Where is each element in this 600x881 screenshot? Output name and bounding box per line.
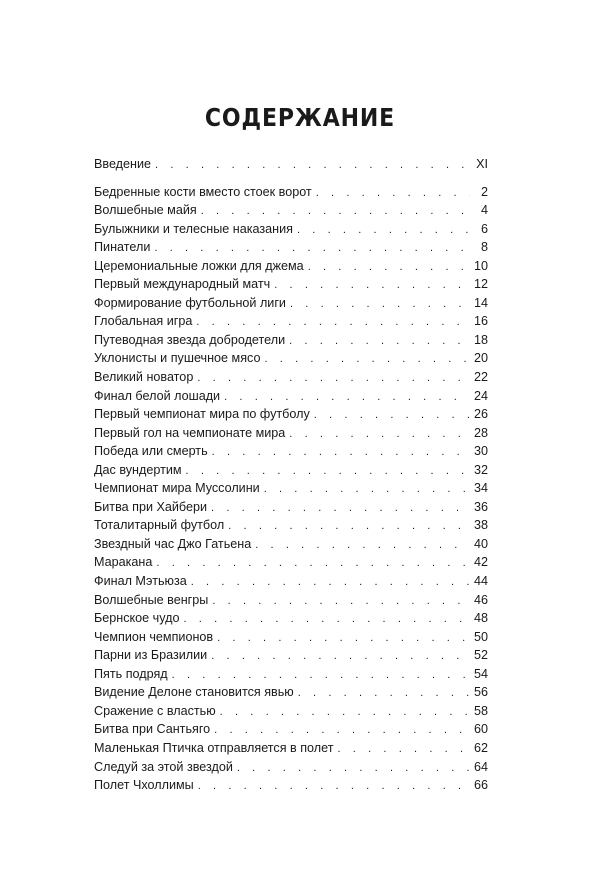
toc-entry[interactable] — [94, 220, 488, 239]
dot-leader — [214, 721, 470, 740]
toc-entry-title: Бедренные кости вместо стоек ворот — [94, 184, 312, 199]
toc-entry-title: Тоталитарный футбол — [94, 518, 225, 533]
toc-page-number: 6 — [480, 221, 488, 236]
dot-leader — [237, 759, 470, 778]
toc-entry-title: Следуй за этой звездой — [94, 759, 233, 774]
toc-entry[interactable] — [94, 665, 488, 684]
toc-entry[interactable] — [94, 776, 488, 795]
dot-leader — [196, 313, 470, 332]
toc-entry[interactable] — [94, 349, 488, 368]
toc-page-number: 22 — [473, 370, 488, 385]
table-of-contents — [94, 155, 488, 795]
dot-leader — [297, 221, 470, 240]
toc-page-number: 38 — [473, 518, 488, 533]
toc-entry[interactable] — [94, 183, 488, 202]
dot-leader — [289, 332, 470, 351]
toc-page-number: 26 — [473, 407, 488, 422]
toc-entry-title: Финал белой лошади — [94, 388, 221, 403]
toc-entry-title: Первый гол на чемпионате мира — [94, 425, 286, 440]
toc-page-number: 46 — [473, 592, 488, 607]
toc-entry[interactable] — [94, 516, 488, 535]
toc-entry[interactable] — [94, 758, 488, 777]
toc-entry[interactable] — [94, 405, 488, 424]
toc-entry-title: Пинатели — [94, 240, 151, 255]
toc-page-number: 40 — [473, 536, 488, 551]
dot-leader — [191, 573, 470, 592]
toc-page-number: 50 — [473, 629, 488, 644]
dot-leader — [212, 443, 470, 462]
toc-entry-title: Великий новатор — [94, 370, 194, 385]
toc-entry[interactable] — [94, 591, 488, 610]
dot-leader — [264, 480, 470, 499]
toc-page-number: 16 — [473, 314, 488, 329]
dot-leader — [197, 369, 470, 388]
toc-entry-title: Видение Делоне становится явью — [94, 685, 294, 700]
toc-entry[interactable] — [94, 646, 488, 665]
toc-entry-title: Церемониальные ложки для джема — [94, 258, 304, 273]
toc-page-number: 48 — [473, 611, 488, 626]
toc-entry-title: Введение — [94, 157, 152, 171]
toc-page-number: 32 — [473, 462, 488, 477]
toc-entry[interactable] — [94, 720, 488, 739]
toc-entry-title: Победа или смерть — [94, 444, 208, 459]
toc-entry-title: Финал Мэтьюза — [94, 574, 187, 589]
dot-leader — [156, 554, 470, 573]
toc-page-number: 14 — [473, 295, 488, 310]
toc-page-number: 24 — [473, 388, 488, 403]
dot-leader — [290, 295, 470, 314]
dot-leader — [308, 258, 470, 277]
dot-leader — [154, 239, 470, 258]
toc-entry[interactable] — [94, 498, 488, 517]
toc-page-number: 28 — [473, 425, 488, 440]
toc-entry[interactable] — [94, 387, 488, 406]
toc-entry-title: Звездный час Джо Гатьена — [94, 536, 252, 551]
dot-leader — [172, 666, 470, 685]
toc-entry[interactable] — [94, 312, 488, 331]
toc-page-number: 36 — [473, 499, 488, 514]
toc-page-number: XI — [476, 157, 488, 171]
toc-entry-title: Парни из Бразилии — [94, 648, 208, 663]
toc-entry[interactable] — [94, 442, 488, 461]
toc-page-number: 58 — [473, 703, 488, 718]
dot-leader — [264, 350, 470, 369]
toc-entry-title: Пять подряд — [94, 666, 168, 681]
toc-entry-title: Уклонисты и пушечное мясо — [94, 351, 261, 366]
toc-page-number: 62 — [473, 740, 488, 755]
toc-entry[interactable] — [94, 702, 488, 721]
toc-page-number: 4 — [480, 203, 488, 218]
toc-entry-title: Булыжники и телесные наказания — [94, 221, 293, 236]
dot-leader — [211, 499, 470, 518]
toc-page-number: 2 — [480, 184, 488, 199]
dot-leader — [155, 156, 470, 175]
dot-leader — [211, 647, 470, 666]
toc-page-number: 10 — [473, 258, 488, 273]
dot-leader — [183, 610, 470, 629]
toc-entry[interactable] — [94, 572, 488, 591]
dot-leader — [186, 462, 470, 481]
toc-entry[interactable] — [94, 257, 488, 276]
toc-entry-title: Путеводная звезда добродетели — [94, 332, 286, 347]
toc-page-number: 42 — [473, 555, 488, 570]
toc-page-number: 20 — [473, 351, 488, 366]
dot-leader — [224, 388, 470, 407]
dot-leader — [217, 629, 470, 648]
toc-entry-title: Волшебные майя — [94, 203, 197, 218]
toc-entry-title: Полет Чхоллимы — [94, 778, 194, 793]
toc-entry-title: Битва при Хайбери — [94, 499, 208, 514]
dot-leader — [337, 740, 470, 759]
toc-page-number: 54 — [473, 666, 488, 681]
dot-leader — [198, 777, 470, 796]
toc-page-number: 30 — [473, 444, 488, 459]
toc-page-number: 52 — [473, 648, 488, 663]
dot-leader — [212, 592, 470, 611]
toc-entry[interactable] — [94, 294, 488, 313]
toc-entry[interactable] — [94, 739, 488, 758]
toc-entry-title: Волшебные венгры — [94, 592, 209, 607]
toc-entry-title: Сражение с властью — [94, 703, 216, 718]
toc-entry-title: Дас вундертим — [94, 462, 182, 477]
toc-page-number: 56 — [473, 685, 488, 700]
dot-leader — [316, 184, 470, 203]
toc-entry-title: Формирование футбольной лиги — [94, 295, 286, 310]
dot-leader — [255, 536, 470, 555]
toc-entry[interactable] — [94, 683, 488, 702]
toc-entry-title: Чемпион чемпионов — [94, 629, 214, 644]
toc-entry-title: Глобальная игра — [94, 314, 193, 329]
toc-page-number: 18 — [473, 332, 488, 347]
dot-leader — [298, 684, 470, 703]
toc-entry-title: Бернское чудо — [94, 611, 180, 626]
toc-entry[interactable] — [94, 609, 488, 628]
toc-entry[interactable] — [94, 479, 488, 498]
toc-entry[interactable] — [94, 368, 488, 387]
dot-leader — [289, 425, 470, 444]
toc-entry[interactable] — [94, 535, 488, 554]
toc-entry[interactable] — [94, 155, 488, 174]
toc-page-number: 34 — [473, 481, 488, 496]
toc-entry-title: Маленькая Птичка отправляется в полет — [94, 740, 334, 755]
toc-entry[interactable] — [94, 238, 488, 257]
dot-leader — [220, 703, 470, 722]
toc-page-number: 60 — [473, 722, 488, 737]
toc-entry-title: Битва при Сантьяго — [94, 722, 211, 737]
toc-entry[interactable] — [94, 275, 488, 294]
toc-entry[interactable] — [94, 461, 488, 480]
dot-leader — [228, 517, 470, 536]
dot-leader — [201, 202, 470, 221]
toc-entry-title: Первый чемпионат мира по футболу — [94, 407, 310, 422]
toc-page-number: 12 — [473, 277, 488, 292]
dot-leader — [314, 406, 470, 425]
toc-page-number: 44 — [473, 574, 488, 589]
toc-entry-title: Первый международный матч — [94, 277, 271, 292]
toc-entry[interactable] — [94, 201, 488, 220]
dot-leader — [274, 276, 470, 295]
toc-entry-title: Маракана — [94, 555, 153, 570]
toc-page-number: 64 — [473, 759, 488, 774]
toc-page-number: 66 — [473, 778, 488, 793]
toc-entry[interactable] — [94, 331, 488, 350]
toc-entry[interactable] — [94, 424, 488, 443]
toc-entry-title: Чемпионат мира Муссолини — [94, 481, 260, 496]
toc-page-number: 8 — [480, 240, 488, 255]
toc-entry[interactable] — [94, 628, 488, 647]
toc-entry[interactable] — [94, 553, 488, 572]
page-title: СОДЕРЖАНИЕ — [204, 102, 396, 132]
